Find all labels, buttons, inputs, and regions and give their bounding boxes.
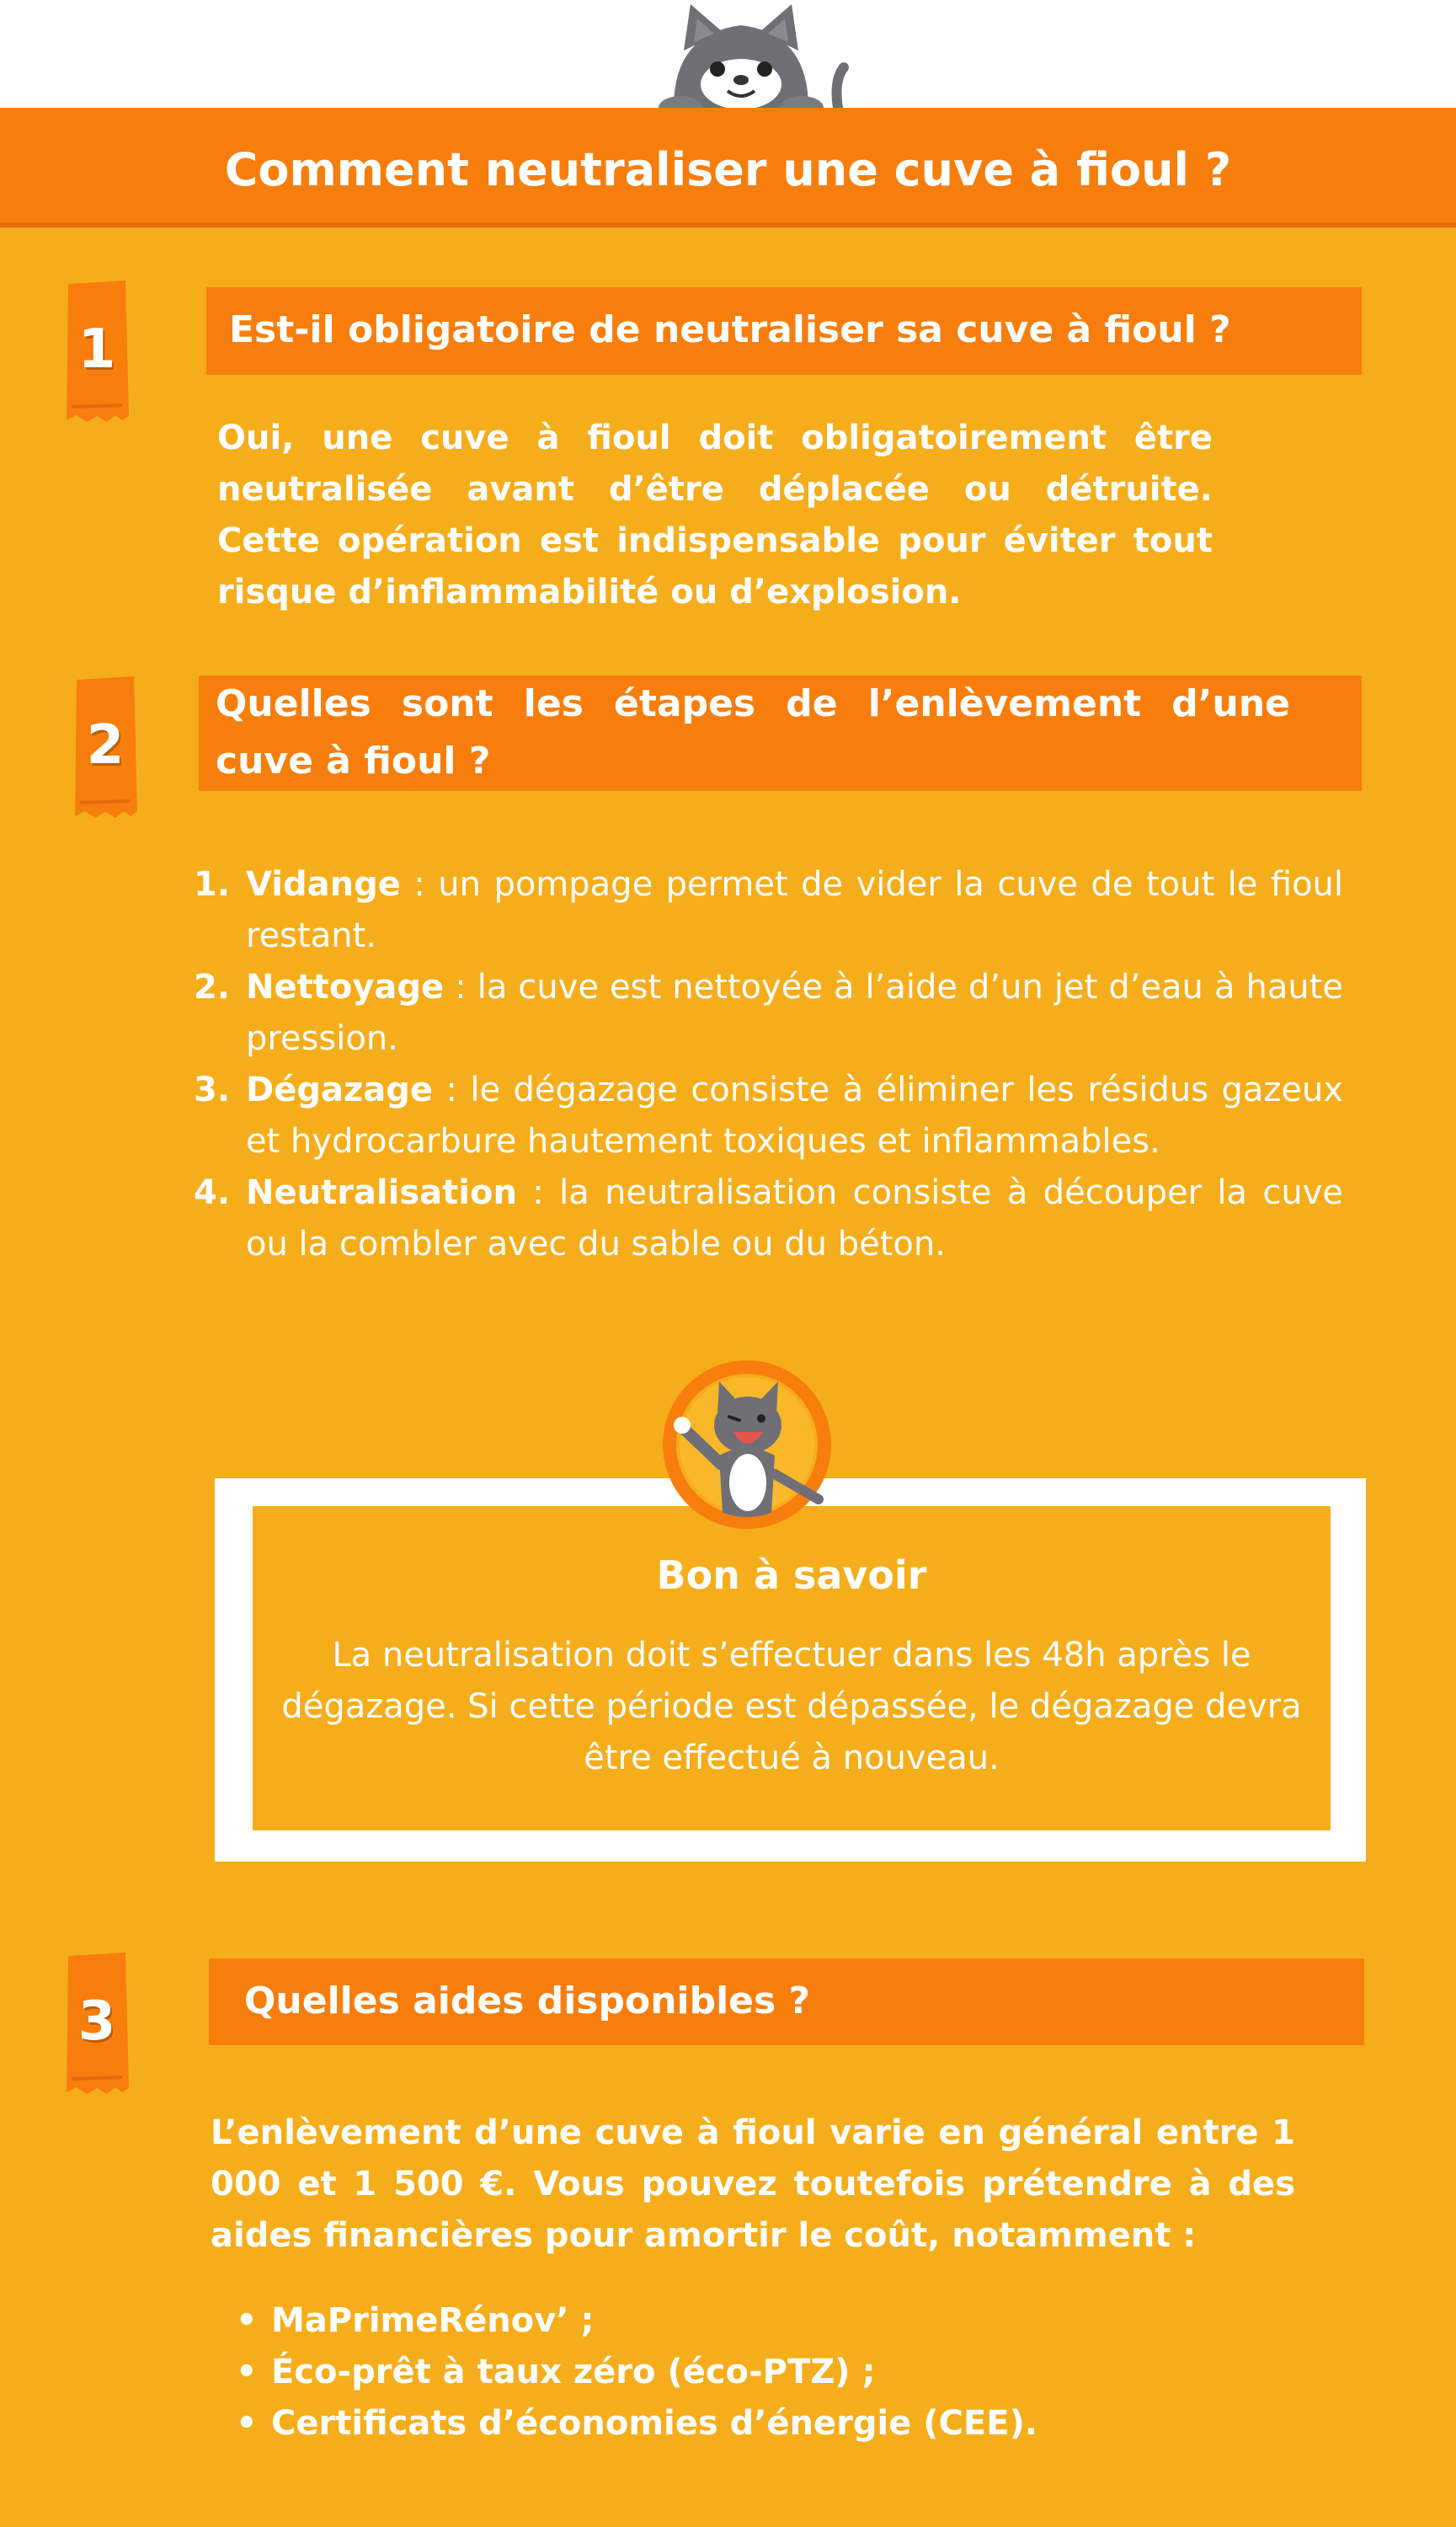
cat-mascot-waving-icon bbox=[659, 1356, 835, 1533]
tip-text: La neutralisation doit s’effectuer dans les 48h après le dégazage. Si cette période est dépassée, le dégazage devra être effectué à nouveau. bbox=[281, 1636, 1302, 1777]
steps-list bbox=[194, 859, 1343, 1270]
answer-3 bbox=[211, 2108, 1295, 2262]
step-number: 1. bbox=[194, 865, 231, 904]
list-item: • Certificats d’économies d’énergie (CEE). bbox=[236, 2398, 1331, 2450]
tip-title: Bon à savoir bbox=[656, 1552, 927, 1598]
list-item bbox=[194, 1167, 1343, 1270]
aids-list bbox=[236, 2295, 1331, 2450]
step-description: : la cuve est nettoyée à l’aide d’un jet d’eau à haute pression. bbox=[246, 968, 1343, 1058]
step-number: 4. bbox=[194, 1173, 231, 1212]
step-number: 2. bbox=[194, 968, 231, 1007]
step-term: Nettoyage bbox=[246, 968, 445, 1007]
number-badge-2 bbox=[72, 676, 139, 820]
number-badge-3 bbox=[63, 1953, 131, 2096]
step-description: : la neutralisation consiste à découper la cuve ou la combler avec du sable ou du béton. bbox=[246, 1173, 1343, 1264]
step-description: : un pompage permet de vider la cuve de tout le fioul restant. bbox=[246, 865, 1343, 955]
section-number: 3 bbox=[77, 1990, 116, 2053]
step-term: Vidange bbox=[246, 865, 401, 904]
list-item bbox=[194, 1065, 1343, 1167]
list-item: • Éco-prêt à taux zéro (éco-PTZ) ; bbox=[236, 2347, 1331, 2398]
question-1: Est-il obligatoire de neutraliser sa cuve à fioul ? bbox=[229, 308, 1231, 351]
section-number: 2 bbox=[86, 714, 125, 777]
answer-1-text: Oui, une cuve à fioul doit obligatoirement être neutralisée avant d’être déplacée ou détruite. Cette opération est indispensable pour éviter tout risque d’inflammabilité ou d’explosion. bbox=[217, 419, 1213, 612]
answer-3-text: L’enlèvement d’une cuve à fioul varie en général entre 1 000 et 1 500 €. Vous pouvez toutefois prétendre à des aides financières pour amortir le coût, notamment : bbox=[211, 2113, 1295, 2255]
page-title: Comment neutraliser une cuve à fioul ? bbox=[224, 143, 1232, 196]
list-item bbox=[194, 859, 1343, 962]
list-item: • MaPrimeRénov’ ; bbox=[236, 2295, 1331, 2347]
question-3: Quelles aides disponibles ? bbox=[244, 1979, 811, 2022]
section-number: 1 bbox=[77, 318, 116, 381]
page-header bbox=[0, 108, 1456, 227]
step-description: : le dégazage consiste à éliminer les résidus gazeux et hydrocarbure hautement toxiques et inflammables. bbox=[246, 1071, 1343, 1161]
step-term: Neutralisation bbox=[246, 1173, 517, 1212]
list-item bbox=[194, 962, 1343, 1065]
answer-1 bbox=[217, 413, 1213, 618]
step-term: Dégazage bbox=[246, 1071, 433, 1109]
number-badge-1 bbox=[63, 280, 131, 424]
question-2: Quelles sont les étapes de l’enlèvement d’une cuve à fioul ? bbox=[216, 682, 1290, 783]
step-number: 3. bbox=[194, 1071, 231, 1109]
